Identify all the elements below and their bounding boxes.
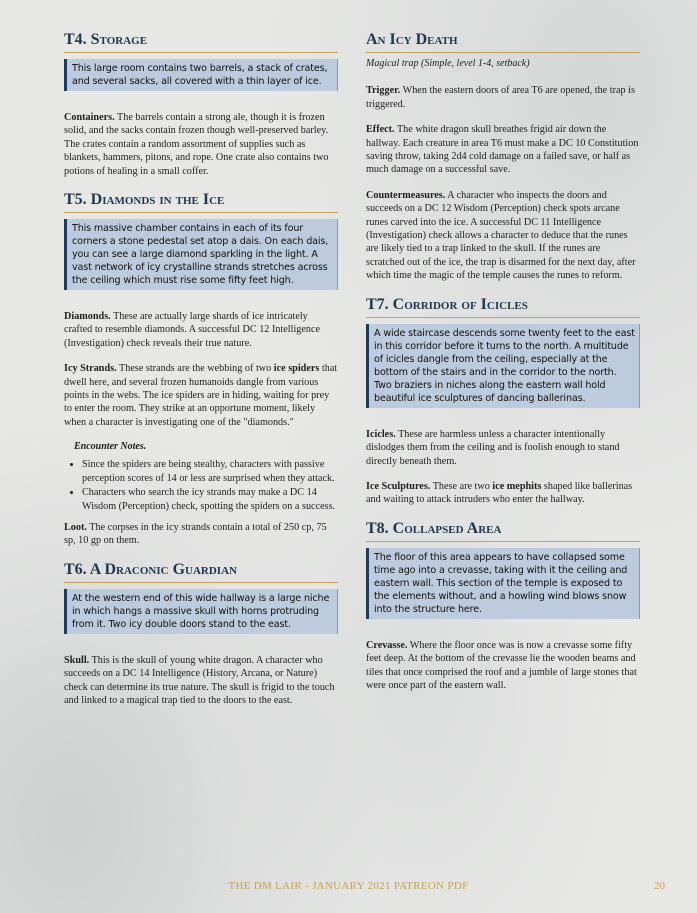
containers-label: Containers. [64, 112, 115, 123]
loot-label: Loot. [64, 521, 87, 533]
sculptures-label: Ice Sculptures. [366, 480, 431, 492]
sculptures-paragraph [366, 480, 640, 507]
encounter-notes-list [64, 458, 338, 513]
t5-read-aloud-box: This massive chamber contains in each of its four corners a stone pedestal set atop a dais. On each dais, you can see a large diamond sparkling in the light. A vast network of icy crystalline strands stretches across the ceiling which must rise some fifty feet high. [64, 219, 338, 290]
t4-heading: T4. Storage [64, 30, 338, 53]
t5-diamonds-paragraph [64, 310, 338, 350]
trap-subtitle: Magical trap (Simple, level 1-4, setback) [366, 58, 530, 69]
strands-label: Icy Strands. [64, 363, 117, 375]
sculptures-creature: ice mephits [492, 480, 542, 492]
diamonds-label: Diamonds. [64, 311, 111, 323]
t4-read-aloud-box: This large room contains two barrels, a stack of crates, and several sacks, all covered with a thin layer of ice. [64, 59, 338, 91]
countermeasures-label: Countermeasures. [366, 189, 446, 201]
list-item: • Since the spiders are being stealthy, characters with passive perception scores of 14 or less are surprised when they attack. [82, 458, 338, 485]
skull-label: Skull. [64, 654, 90, 666]
strands-creature: ice spiders [273, 363, 320, 375]
strands-text-1: These strands are the webbing of two [116, 363, 274, 375]
crevasse-label: Crevasse. [366, 639, 408, 651]
encounter-notes-title: Encounter Notes. [74, 441, 147, 453]
left-column [64, 30, 338, 719]
t7-heading: T7. Corridor of Icicles [366, 295, 640, 318]
t8-heading: T8. Collapsed Area [366, 519, 640, 542]
right-column [366, 30, 640, 704]
strands-text-2: that dwell here, and several frozen humanoids dangle from various points in the webs. The ice spiders are in hiding, waiting for prey to enter the room. They strike at an opportune moment, likely when a character is investigating one of the "diamonds." [64, 363, 338, 428]
crevasse-paragraph [366, 639, 640, 693]
t6-skull-paragraph [64, 654, 338, 708]
trigger-text: When the eastern doors of area T6 are opened, the trap is triggered. [366, 85, 635, 110]
trigger-paragraph [366, 84, 640, 111]
icy-death-heading: An Icy Death [366, 30, 640, 53]
t8-read-aloud-box: The floor of this area appears to have collapsed some time ago into a crevasse, taking with it the ceiling and eastern wall. This section of the temple is exposed to the elements without, and a howling wind blows snow into the structure here. [366, 548, 640, 619]
t4-containers-paragraph [64, 111, 338, 178]
t6-heading: T6. A Draconic Guardian [64, 560, 338, 583]
t5-strands-paragraph [64, 362, 338, 429]
icicles-text: These are harmless unless a character intentionally dislodges them from the ceiling and is foolish enough to stand directly beneath them. [366, 428, 620, 467]
list-item: • Characters who search the icy strands may make a DC 14 Wisdom (Perception) check, spotting the spiders on a success. [82, 486, 338, 513]
t6-read-aloud-box: At the western end of this wide hallway is a large niche in which hangs a massive skull with horns protruding from it. Two icy double doors stand to the east. [64, 589, 338, 634]
icicles-label: Icicles. [366, 428, 396, 440]
diamonds-text: These are actually large shards of ice intricately crafted to resemble diamonds. A successful DC 12 Intelligence (Investigation) check reveals their true nature. [64, 311, 321, 349]
skull-text: This is the skull of young white dragon. A character who succeeds on a DC 14 Intelligence (History, Arcana, or Nature) check can determine its true nature. The skull is frigid to the touch and linked to a magical trap tied to the doors to the east. [64, 654, 335, 706]
effect-text: The white dragon skull breathes frigid air down the hallway. Each creature in area T6 must make a DC 10 Constitution saving throw, taking 2d4 cold damage on a failed save, or half as much damage on a successful save. [366, 124, 639, 176]
crevasse-text: Where the floor once was is now a crevasse some fifty feet deep. At the bottom of the crevasse lie the wooden beams and tiles that once comprised the roof and a jumble of large stones that were once part of the eastern wall. [366, 639, 637, 691]
loot-text: The corpses in the icy strands contain a total of 250 cp, 75 sp, 10 gp on them. [64, 521, 327, 547]
countermeasures-text: A character who inspects the doors and succeeds on a DC 12 Wisdom (Perception) check spots arcane runes carved into the ice. A successful DC 11 Intelligence (Investigation) check allows a character to deduce that the runes are likely tied to a trap linked to the skull. If the runes are scratched out of the ice, the trap is disarmed for the next day, after which time the magic of the temple causes the runes to reform. [366, 189, 636, 282]
effect-label: Effect. [366, 124, 395, 136]
trigger-label: Trigger. [366, 85, 401, 97]
sculptures-text-2: shaped like ballerinas and waiting to attack intruders who enter the hallway. [366, 480, 633, 506]
t5-heading: T5. Diamonds in the Ice [64, 190, 338, 213]
t7-read-aloud-box: A wide staircase descends some twenty feet to the east in this corridor before it turns to the north. A multitude of icicles dangle from the ceiling, especially at the bottom of the stairs and in the corridor to the north. Two braziers in niches along the eastern wall hold beautiful ice sculptures of dancing ballerinas. [366, 324, 640, 408]
containers-text: The barrels contain a strong ale, though it is frozen solid, and the sacks contain frozen though well-preserved barley. The crates contain a random assortment of supplies such as blankets, hammers, pitons, and rope. One crate also contains two potions of healing in a small coffer. [64, 112, 329, 177]
countermeasures-paragraph [366, 189, 640, 283]
footer-text: THE DM LAIR - JANUARY 2021 PATREON PDF [228, 880, 469, 892]
effect-paragraph [366, 123, 640, 177]
sculptures-text-1: These are two [430, 480, 493, 492]
icicles-paragraph [366, 428, 640, 468]
page-number: 20 [654, 880, 665, 892]
t5-loot-paragraph [64, 521, 338, 548]
